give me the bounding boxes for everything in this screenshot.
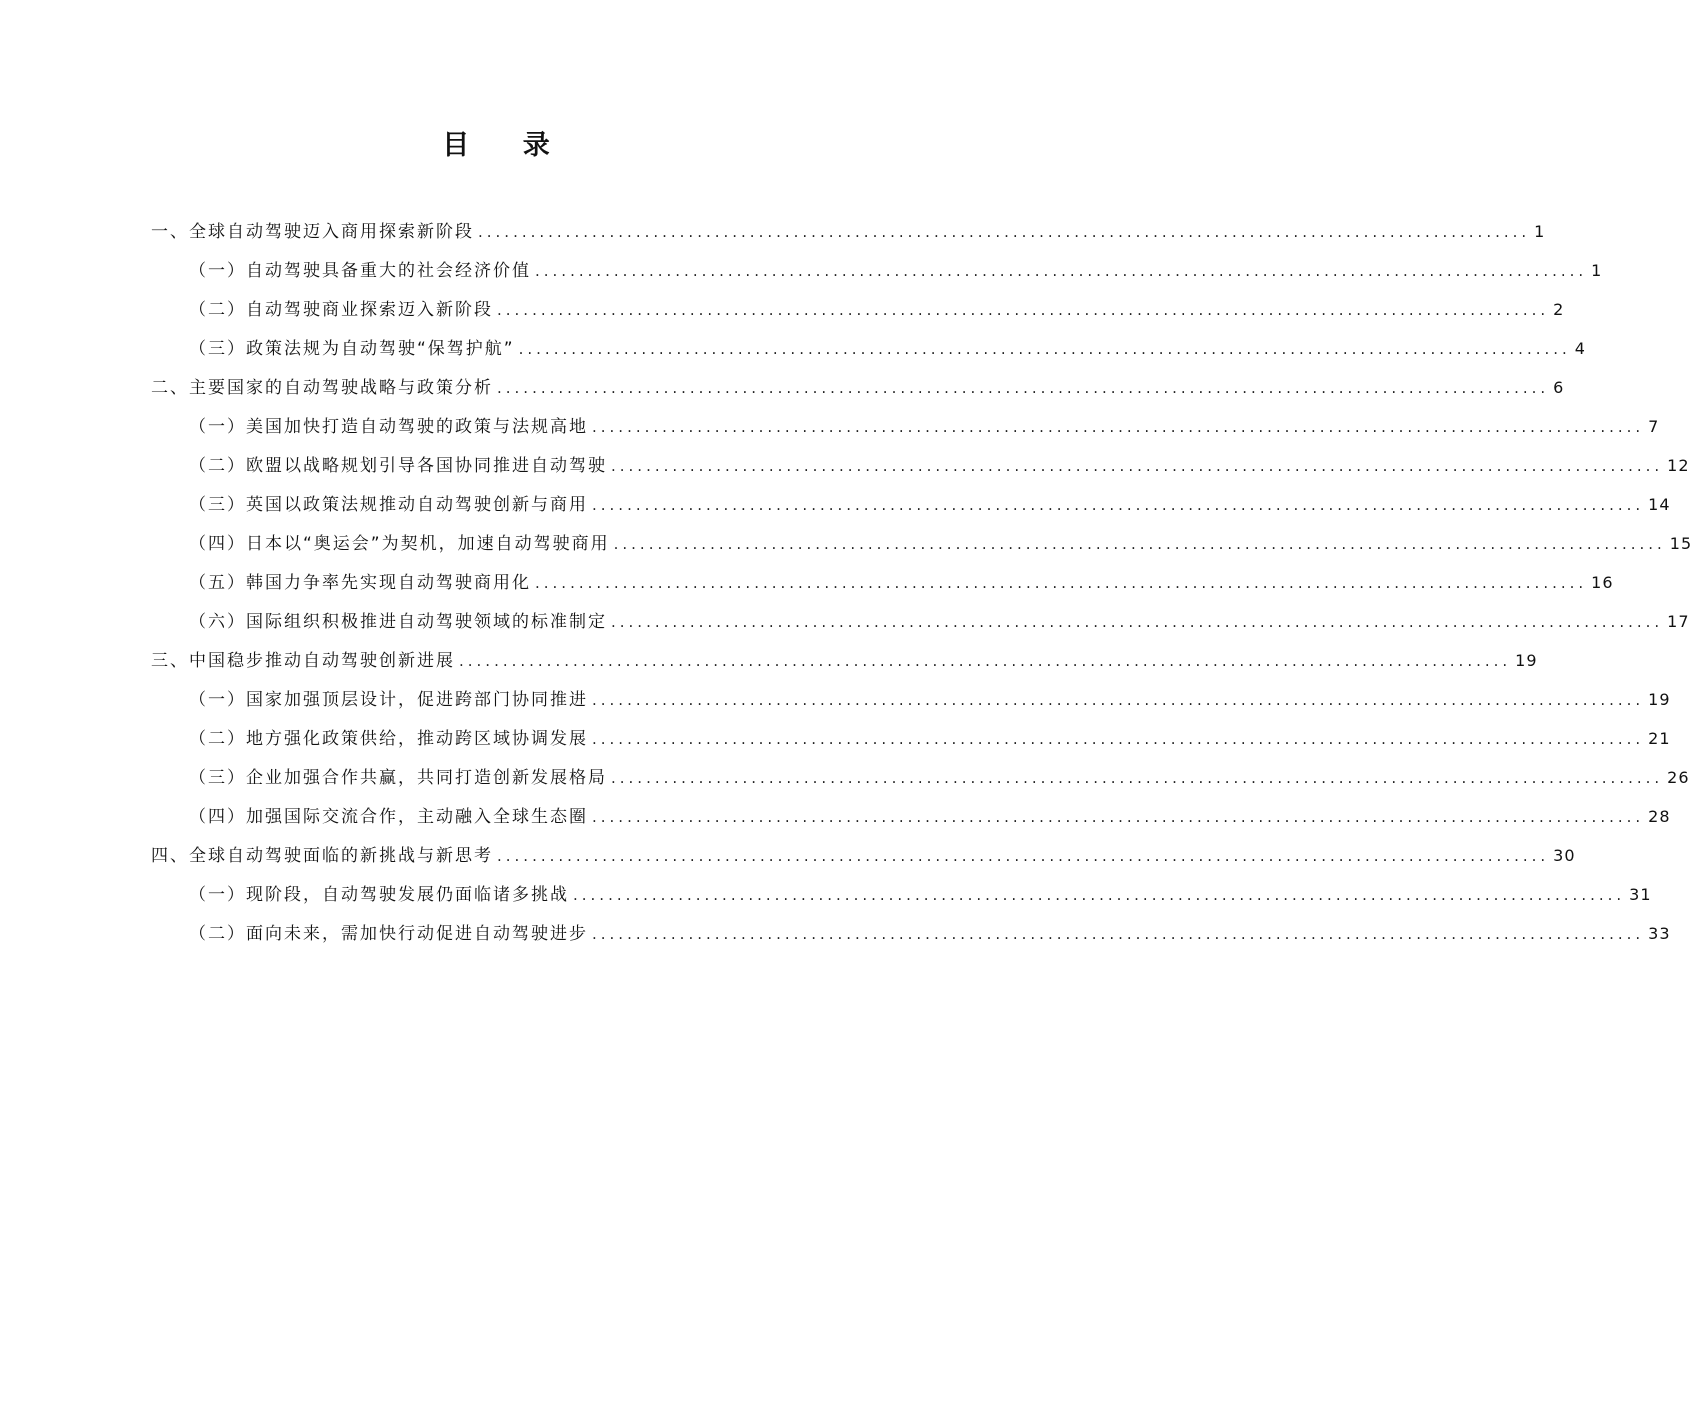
toc-subsection-entry[interactable] xyxy=(151,253,1603,292)
toc-entry-title: 四、全球自动驾驶面临的新挑战与新思考 xyxy=(151,846,493,866)
toc-page-number: 19 xyxy=(1515,651,1538,670)
table-of-contents xyxy=(151,214,1692,955)
toc-page-number: 2 xyxy=(1553,300,1565,319)
toc-subsection-entry[interactable] xyxy=(151,799,1671,838)
toc-page-number: 16 xyxy=(1591,573,1614,592)
toc-entry-title: （三）政策法规为自动驾驶“保驾护航” xyxy=(189,339,515,359)
toc-page-number: 14 xyxy=(1648,495,1671,514)
toc-entry-title: 二、主要国家的自动驾驶战略与政策分析 xyxy=(151,378,493,398)
toc-page-number: 30 xyxy=(1553,846,1576,865)
toc-page-number: 28 xyxy=(1648,807,1671,826)
toc-entry-title: （四）日本以“奥运会”为契机，加速自动驾驶商用 xyxy=(189,534,610,554)
dot-leader: ........................................................................................................................ xyxy=(592,496,1645,514)
toc-subsection-entry[interactable] xyxy=(151,682,1671,721)
dot-leader: ........................................................................................................................ xyxy=(497,847,1550,865)
toc-entry-title: （一）国家加强顶层设计，促进跨部门协同推进 xyxy=(189,690,588,710)
toc-entry-title: 三、中国稳步推动自动驾驶创新进展 xyxy=(151,651,455,671)
toc-entry-title: （六）国际组织积极推进自动驾驶领域的标准制定 xyxy=(189,612,607,632)
dot-leader: ........................................................................................................................ xyxy=(592,925,1645,943)
toc-subsection-entry[interactable] xyxy=(151,487,1671,526)
toc-subsection-entry[interactable] xyxy=(151,409,1660,448)
toc-page-number: 21 xyxy=(1648,729,1671,748)
dot-leader: ........................................................................................................................ xyxy=(611,613,1664,631)
dot-leader: ........................................................................................................................ xyxy=(611,769,1664,787)
toc-page-number: 15 xyxy=(1669,534,1692,553)
toc-subsection-entry[interactable] xyxy=(151,331,1586,370)
toc-subsection-entry[interactable] xyxy=(151,916,1671,955)
toc-entry-title: （三）英国以政策法规推动自动驾驶创新与商用 xyxy=(189,495,588,515)
toc-subsection-entry[interactable] xyxy=(151,877,1652,916)
toc-page-number: 4 xyxy=(1574,339,1586,358)
toc-page-number: 1 xyxy=(1534,222,1546,241)
toc-page-number: 33 xyxy=(1648,924,1671,943)
dot-leader: ........................................................................................................................ xyxy=(592,730,1645,748)
toc-entry-title: （二）面向未来，需加快行动促进自动驾驶进步 xyxy=(189,924,588,944)
dot-leader: ........................................................................................................................ xyxy=(497,301,1550,319)
toc-subsection-entry[interactable] xyxy=(151,565,1614,604)
toc-subsection-entry[interactable] xyxy=(151,292,1565,331)
dot-leader: ........................................................................................................................ xyxy=(518,340,1571,358)
toc-page-number: 19 xyxy=(1648,690,1671,709)
toc-title: 目 录 xyxy=(442,130,572,161)
toc-entry-title: （五）韩国力争率先实现自动驾驶商用化 xyxy=(189,573,531,593)
toc-page-number: 26 xyxy=(1667,768,1690,787)
dot-leader: ........................................................................................................................ xyxy=(478,223,1531,241)
dot-leader: ........................................................................................................................ xyxy=(592,418,1645,436)
dot-leader: ........................................................................................................................ xyxy=(535,262,1588,280)
toc-page-number: 7 xyxy=(1648,417,1660,436)
dot-leader: ........................................................................................................................ xyxy=(613,535,1666,553)
toc-entry-title: （一）美国加快打造自动驾驶的政策与法规高地 xyxy=(189,417,588,437)
dot-leader: ........................................................................................................................ xyxy=(535,574,1588,592)
toc-page-number: 6 xyxy=(1553,378,1565,397)
dot-leader: ........................................................................................................................ xyxy=(611,457,1664,475)
toc-subsection-entry[interactable] xyxy=(151,721,1671,760)
dot-leader: ........................................................................................................................ xyxy=(592,808,1645,826)
dot-leader: ........................................................................................................................ xyxy=(459,652,1512,670)
toc-section-entry[interactable] xyxy=(151,370,1565,409)
toc-page-number: 1 xyxy=(1591,261,1603,280)
toc-section-entry[interactable] xyxy=(151,643,1538,682)
toc-entry-title: （二）地方强化政策供给，推动跨区域协调发展 xyxy=(189,729,588,749)
toc-page-number: 17 xyxy=(1667,612,1690,631)
toc-subsection-entry[interactable] xyxy=(151,604,1690,643)
toc-entry-title: （一）现阶段，自动驾驶发展仍面临诸多挑战 xyxy=(189,885,569,905)
dot-leader: ........................................................................................................................ xyxy=(592,691,1645,709)
toc-subsection-entry[interactable] xyxy=(151,448,1690,487)
toc-section-entry[interactable] xyxy=(151,214,1546,253)
dot-leader: ........................................................................................................................ xyxy=(573,886,1626,904)
toc-entry-title: 一、全球自动驾驶迈入商用探索新阶段 xyxy=(151,222,474,242)
toc-entry-title: （四）加强国际交流合作，主动融入全球生态圈 xyxy=(189,807,588,827)
toc-entry-title: （一）自动驾驶具备重大的社会经济价值 xyxy=(189,261,531,281)
toc-entry-title: （二）欧盟以战略规划引导各国协同推进自动驾驶 xyxy=(189,456,607,476)
toc-page-number: 31 xyxy=(1629,885,1652,904)
toc-subsection-entry[interactable] xyxy=(151,760,1690,799)
toc-entry-title: （三）企业加强合作共赢，共同打造创新发展格局 xyxy=(189,768,607,788)
toc-subsection-entry[interactable] xyxy=(151,526,1692,565)
dot-leader: ........................................................................................................................ xyxy=(497,379,1550,397)
toc-page-number: 12 xyxy=(1667,456,1690,475)
toc-section-entry[interactable] xyxy=(151,838,1576,877)
toc-entry-title: （二）自动驾驶商业探索迈入新阶段 xyxy=(189,300,493,320)
